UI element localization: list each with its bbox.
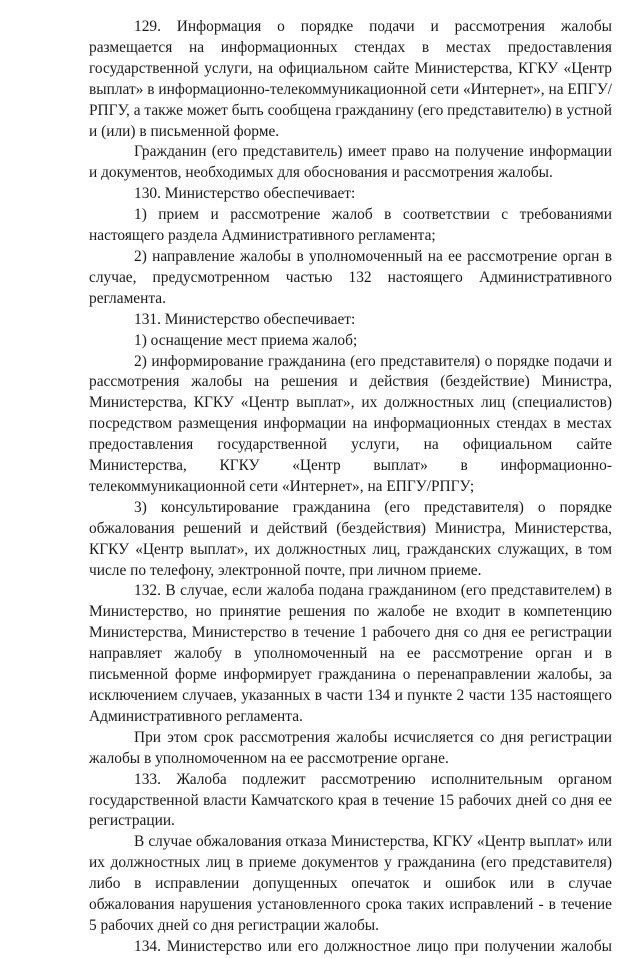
- para-131-item-1: 1) оснащение мест приема жалоб;: [134, 331, 358, 349]
- para-131-item-2: 2) информирование гражданина (его представителя) о порядке подачи и рассмотрения жалобы на решения и действия (бездействие) Министра, Министерства, КГКУ «Центр выплат», их должностных лиц (специалистов) посредством размещения информации на информационных стендах в местах предоставления государственной услуги, на официальном сайте Министерства, КГКУ «Центр выплат» в информационно-телекоммуникационной сети «Интернет», на ЕПГУ/РПГУ;: [89, 352, 612, 495]
- para-131-item-3: 3) консультирование гражданина (его представителя) о порядке обжалования решений и действий (бездействия) Министра, Министерства, КГКУ «Центр выплат», их должностных лиц, гражданских служащих, в том числе по телефону, электронной почте, при личном приеме.: [89, 498, 612, 579]
- para-130-item-2: 2) направление жалобы в уполномоченный на ее рассмотрение орган в случае, предусмотренном частью 132 настоящего Административного регламента.: [89, 247, 612, 307]
- para-132: 132. В случае, если жалоба подана гражданином (его представителем) в Министерство, но принятие решения по жалобе не входит в компетенцию Министерства, Министерство в течение 1 рабочего дня со дня ее регистрации направляет жалобу в уполномоченный на ее рассмотрение орган и в письменной форме информирует гражданина о перенаправлении жалобы, за исключением случаев, указанных в части 134 и пункте 2 части 135 настоящего Административного регламента.: [89, 582, 612, 725]
- para-130-item-1: 1) прием и рассмотрение жалоб в соответствии с требованиями настоящего раздела Административного регламента;: [89, 206, 612, 245]
- para-133: 133. Жалоба подлежит рассмотрению исполнительным органом государственной власти Камчатского края в течение 15 рабочих дней со дня ее регистрации.: [89, 770, 612, 830]
- para-133-appeal: В случае обжалования отказа Министерства, КГКУ «Центр выплат» или их должностных лиц в приеме документов у гражданина (его представителя) либо в исправлении допущенных опечаток и ошибок или в случае обжалования нарушения установленного срока таких исправлений - в течение 5 рабочих дней со дня регистрации жалобы.: [89, 833, 612, 934]
- para-134: 134. Министерство или его должностное лицо при получении жалобы: [134, 937, 612, 955]
- para-131: 131. Министерство обеспечивает:: [134, 310, 356, 328]
- para-130: 130. Министерство обеспечивает:: [134, 185, 356, 203]
- para-129: 129. Информация о порядке подачи и рассмотрения жалобы размещается на информационных стендах в местах предоставления государственной услуги, на официальном сайте Министерства, КГКУ «Центр выплат» в информационно-телекоммуникационной сети «Интернет», на ЕПГУ/РПГУ, а также может быть сообщена гражданину (его представителю) в устной и (или) в письменной форме.: [89, 18, 612, 140]
- para-132-term: При этом срок рассмотрения жалобы исчисляется со дня регистрации жалобы в уполномоченном на ее рассмотрение органе.: [89, 728, 612, 767]
- para-129-right: Гражданин (его представитель) имеет право на получение информации и документов, необходимых для обоснования и рассмотрения жалобы.: [89, 143, 612, 182]
- document-page: [89, 17, 612, 958]
